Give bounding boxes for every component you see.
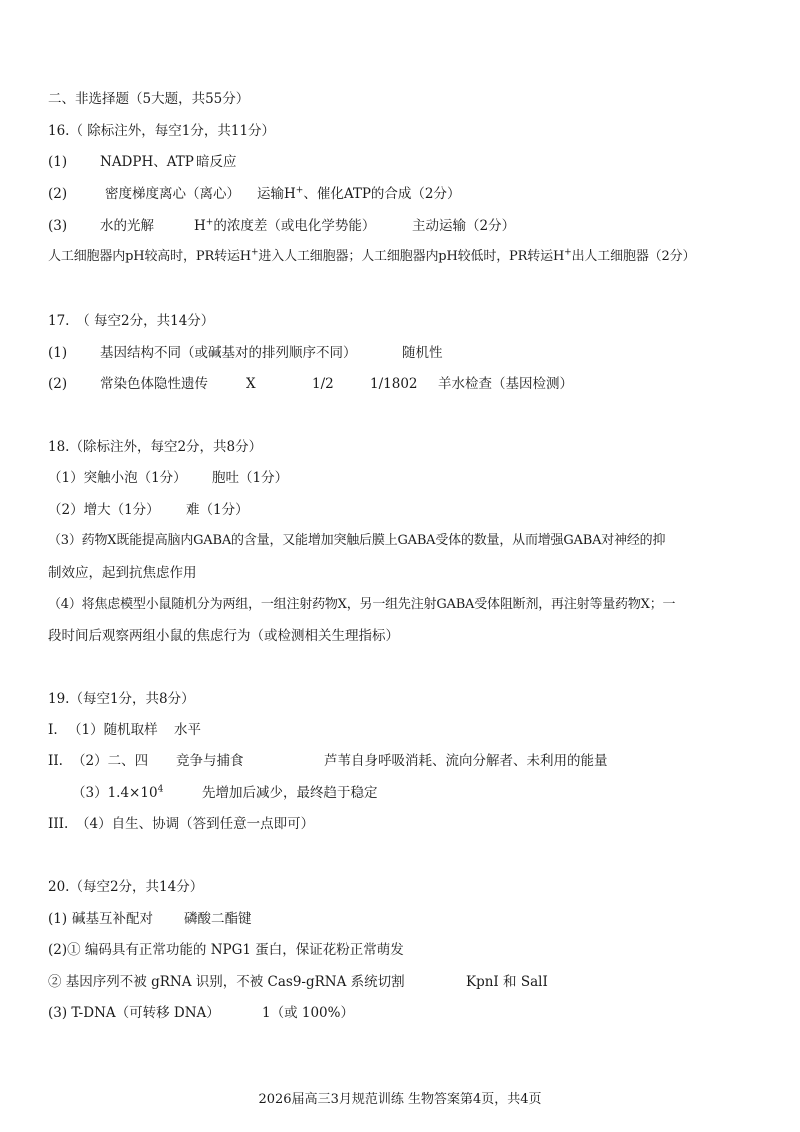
answer: H+的浓度差（或电化学势能）	[194, 217, 376, 234]
q18-part1	[48, 469, 288, 487]
part-number: (1)	[48, 911, 68, 927]
answer: （1）随机取样	[68, 722, 158, 738]
answer: 磷酸二酯键	[184, 911, 252, 927]
answer: 常染色体隐性遗传	[100, 376, 208, 392]
part-number: (2)	[48, 376, 68, 392]
answer: 胞吐（1分）	[212, 470, 289, 486]
answer: 1/2	[312, 376, 334, 392]
answer: NADPH、ATP	[100, 154, 194, 170]
q18-part4-line1: （4）将焦虑模型小鼠随机分为两组，一组注射药物X，另一组先注射GABA受体阻断剂，再注射等量药物X；一	[48, 597, 676, 612]
q16-part3	[48, 217, 515, 235]
q19-header: 19.（每空1分，共8分）	[48, 691, 195, 707]
answer: 密度梯度离心（离心）	[105, 186, 240, 202]
answer: KpnI 和 SalI	[466, 974, 548, 990]
page-footer: 2026届高三3月规范训练 生物答案第4页，共4页	[258, 1092, 542, 1107]
answer: 1/1802	[370, 376, 418, 392]
q16-part4: 人工细胞器内pH较高时，PR转运H+进入人工细胞器；人工细胞器内pH较低时，PR转运H+出人工细胞器（2分）	[48, 247, 696, 264]
q19-ii	[48, 752, 608, 770]
answer: 1（或 100%）	[262, 1005, 354, 1021]
roman-number: I.	[48, 722, 58, 738]
answer: 暗反应	[196, 154, 237, 170]
answer: 羊水检查（基因检测）	[438, 376, 573, 392]
q20-header: 20.（每空2分，共14分）	[48, 879, 204, 895]
answer: 运输H+、催化ATP的合成（2分）	[257, 185, 461, 202]
answer: 芦苇自身呼吸消耗、流向分解者、未利用的能量	[324, 753, 608, 769]
q18-part3-line1: （3）药物X既能提高脑内GABA的含量，又能增加突触后膜上GABA受体的数量，从而增强GABA对神经的抑	[48, 533, 666, 548]
answer: ② 基因序列不被 gRNA 识别，不被 Cas9-gRNA 系统切割	[48, 974, 405, 990]
q19-ii-3	[72, 784, 378, 802]
q18-header: 18.（除标注外，每空2分，共8分）	[48, 439, 263, 455]
answer: 竞争与捕食	[176, 753, 244, 769]
roman-number: II.	[48, 753, 63, 769]
answer: （2）二、四	[72, 753, 149, 769]
answer: 水的光解	[100, 218, 154, 234]
q20-part1	[48, 910, 252, 928]
answer: （2）增大（1分）	[48, 502, 160, 518]
answer: 主动运输（2分）	[412, 218, 516, 234]
answer: 先增加后减少，最终趋于稳定	[202, 785, 378, 801]
q18-part4-line2: 段时间后观察两组小鼠的焦虑行为（或检测相关生理指标）	[48, 628, 399, 644]
q19-iii	[48, 815, 314, 833]
part-number: (1)	[48, 345, 68, 361]
q18-part3-line2: 制效应，起到抗焦虑作用	[48, 565, 197, 581]
q17-part1	[48, 344, 443, 362]
q20-part3	[48, 1004, 354, 1022]
part-number: (3)	[48, 218, 68, 234]
answer: 碱基互补配对	[72, 911, 153, 927]
answer: 水平	[174, 722, 201, 738]
q17-part2	[48, 375, 573, 393]
answer: （4）自生、协调（答到任意一点即可）	[76, 816, 315, 832]
part-number: (2)	[48, 186, 68, 202]
answer: (3) T-DNA（可转移 DNA）	[48, 1005, 220, 1021]
answer: X	[246, 376, 256, 392]
q16-header: 16.（ 除标注外，每空1分，共11分）	[48, 123, 276, 139]
roman-number: III.	[48, 816, 69, 832]
answer: （1）突触小泡（1分）	[48, 470, 187, 486]
part-number: (1)	[48, 154, 68, 170]
section-title: 二、非选择题（5大题，共55分）	[48, 91, 250, 107]
q20-part2-1: (2)① 编码具有正常功能的 NPG1 蛋白，保证花粉正常萌发	[48, 942, 404, 958]
answer: 基因结构不同（或碱基对的排列顺序不同）	[100, 345, 357, 361]
q20-part2-2	[48, 973, 548, 991]
q17-header: 17. （ 每空2分，共14分）	[48, 313, 215, 329]
q16-part1	[48, 153, 237, 171]
q16-part2	[48, 185, 461, 203]
answer: 难（1分）	[186, 502, 249, 518]
answer: 随机性	[402, 345, 443, 361]
q19-i	[48, 721, 201, 739]
answer: $(3)1.4\times 10^4$	[72, 784, 164, 801]
q18-part2	[48, 501, 249, 519]
